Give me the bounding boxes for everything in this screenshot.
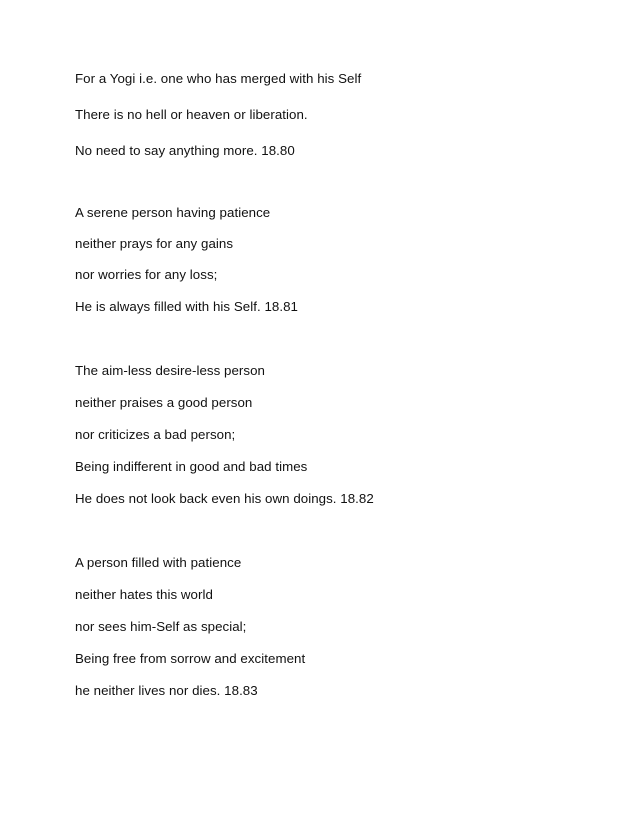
verse-line: Being free from sorrow and excitement	[75, 651, 306, 666]
verse-line: neither hates this world	[75, 587, 213, 602]
verse-line: There is no hell or heaven or liberation.	[75, 107, 308, 122]
verse-line: he neither lives nor dies. 18.83	[75, 683, 258, 698]
verse-line: nor criticizes a bad person;	[75, 427, 236, 442]
verse-line: A person filled with patience	[75, 555, 242, 570]
verse-line: For a Yogi i.e. one who has merged with his Self	[75, 71, 362, 86]
verse-line: He is always filled with his Self. 18.81	[75, 299, 298, 314]
verse-line: He does not look back even his own doings. 18.82	[75, 491, 374, 506]
verse-line: Being indifferent in good and bad times	[75, 459, 308, 474]
verse-line: No need to say anything more. 18.80	[75, 143, 295, 158]
verse-line: nor sees him-Self as special;	[75, 619, 247, 634]
verse-line: nor worries for any loss;	[75, 267, 218, 282]
verse-line: neither prays for any gains	[75, 236, 234, 251]
verse-line: A serene person having patience	[75, 205, 271, 220]
verse-line: The aim-less desire-less person	[75, 363, 265, 378]
verse-line: neither praises a good person	[75, 395, 253, 410]
